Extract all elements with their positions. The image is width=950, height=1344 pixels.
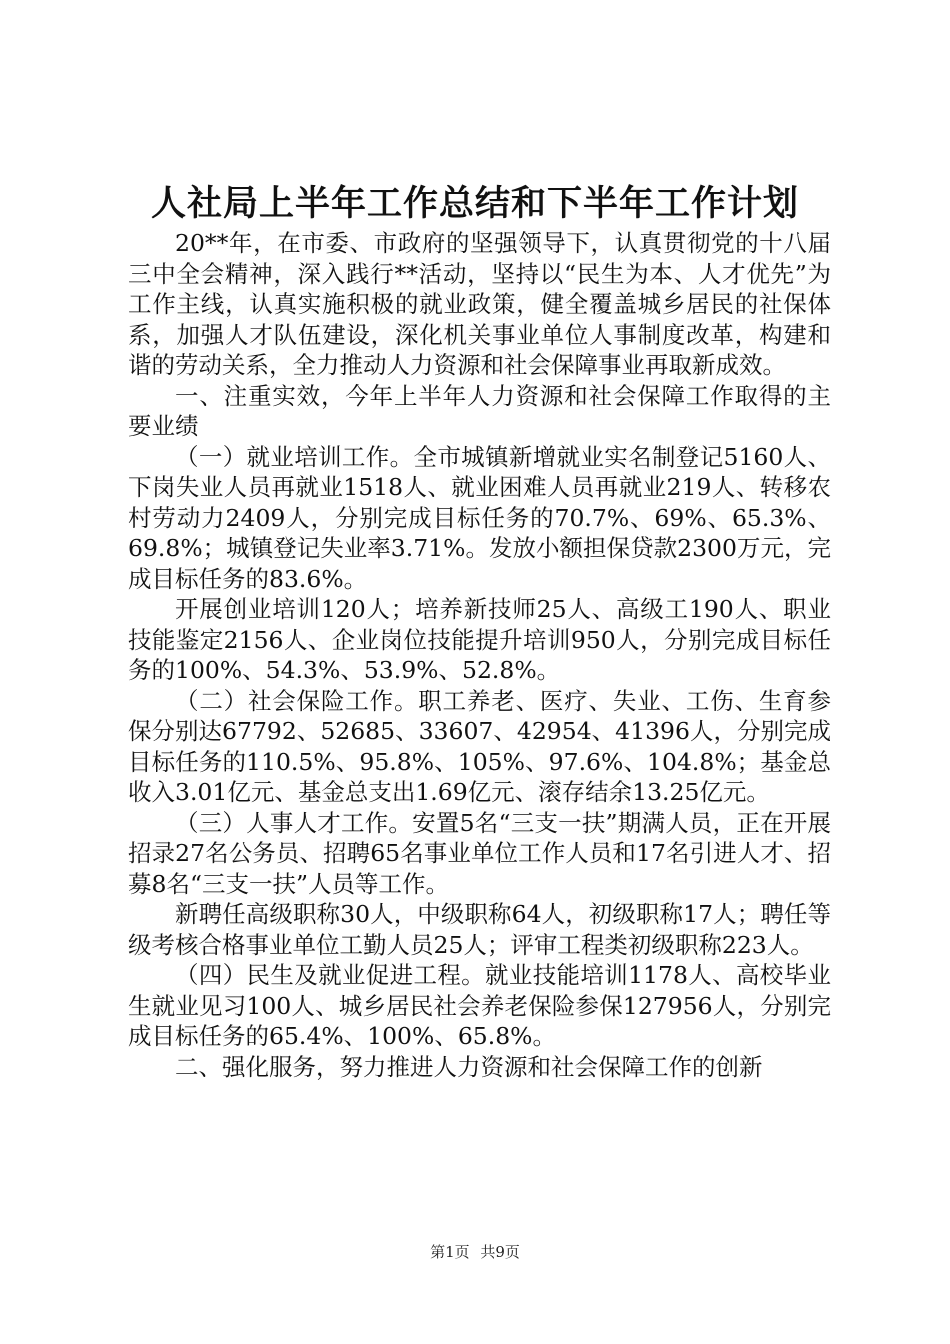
section-heading-two: 二、强化服务，努力推进人力资源和社会保障工作的创新 (175, 1052, 763, 1081)
paragraph-professional-titles: 新聘任高级职称30人，中级职称64人，初级职称17人；聘任等级考核合格事业单位工勤人员25人；评审工程类初级职称223人。 (128, 900, 831, 959)
page-total: 共9页 (480, 1243, 520, 1261)
paragraph-entrepreneurship-training: 开展创业培训120人；培养新技师25人、高级工190人、职业技能鉴定2156人、企业岗位技能提升培训950人，分别完成目标任务的100%、54.3%、53.9%、52.8%。 (128, 595, 831, 684)
paragraph-livelihood-projects: （四）民生及就业促进工程。就业技能培训1178人、高校毕业生就业见习100人、城乡居民社会养老保险参保127956人，分别完成目标任务的65.4%、100%、65.8%。 (128, 961, 831, 1050)
document-body (128, 228, 831, 1082)
page-number: 第1页 (430, 1243, 470, 1261)
paragraph-personnel-talent: （三）人事人才工作。安置5名“三支一扶”期满人员，正在开展招录27名公务员、招聘65名事业单位工作人员和17名引进人才、招募8名“三支一扶”人员等工作。 (128, 808, 831, 898)
paragraph-intro: 20**年，在市委、市政府的坚强领导下，认真贯彻党的十八届三中全会精神，深入践行**活动，坚持以“民生为本、人才优先”为工作主线，认真实施积极的就业政策，健全覆盖城乡居民的社保体系，加强人才队伍建设，深化机关事业单位人事制度改革，构建和谐的劳动关系，全力推动人力资源和社会保障事业再取新成效。 (128, 229, 831, 379)
paragraph-social-insurance: （二）社会保险工作。职工养老、医疗、失业、工伤、生育参保分别达67792、52685、33607、42954、41396人，分别完成目标任务的110.5%、95.8%、105%、97.6%、104.8%；基金总收入3.01亿元、基金总支出1.69亿元、滚存结余13.25亿元。 (128, 686, 831, 806)
page-footer (0, 1242, 950, 1262)
paragraph-employment-training: （一）就业培训工作。全市城镇新增就业实名制登记5160人、下岗失业人员再就业1518人、就业困难人员再就业219人、转移农村劳动力2409人，分别完成目标任务的70.7%、69%、65.3%、69.8%；城镇登记失业率3.71%。发放小额担保贷款2300万元，完成目标任务的83.6%。 (128, 442, 831, 593)
document-title: 人社局上半年工作总结和下半年工作计划 (150, 183, 799, 224)
section-heading-one: 一、注重实效，今年上半年人力资源和社会保障工作取得的主要业绩 (128, 381, 831, 440)
